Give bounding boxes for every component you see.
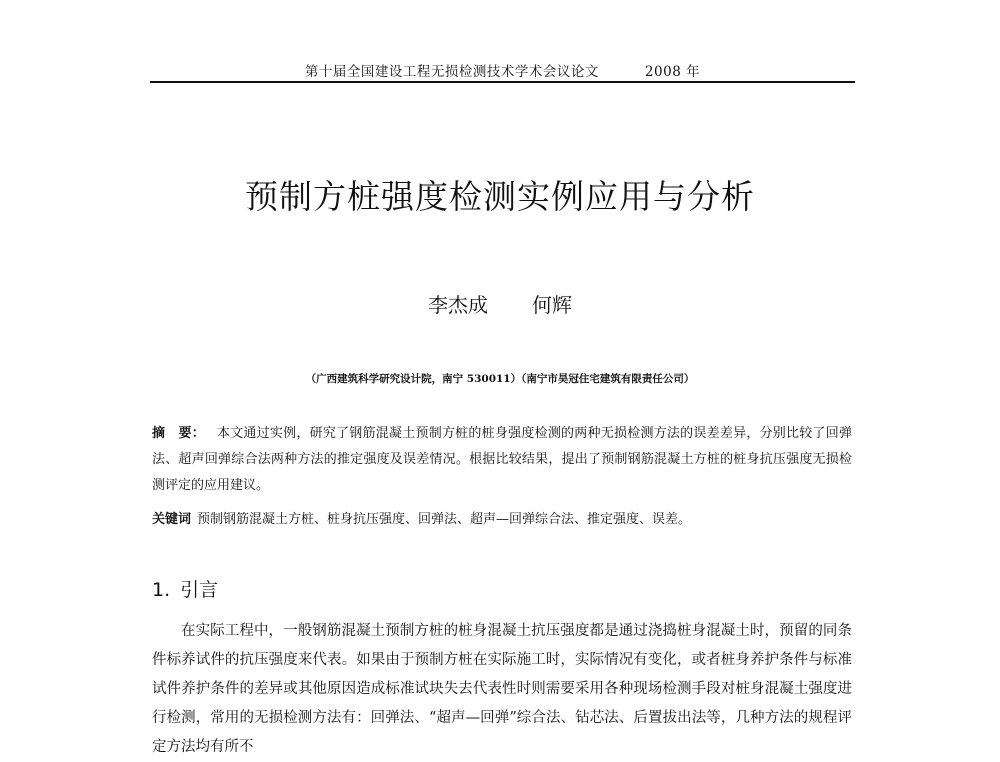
author-2: 何辉 (532, 293, 572, 317)
affiliation: （广西建筑科学研究设计院，南宁 530011）（南宁市昊冠住宅建筑有限责任公司） (305, 373, 695, 385)
conference-name: 第十届全国建设工程无损检测技术学术会议论文 (304, 64, 599, 80)
abstract-label: 摘 要： (152, 426, 205, 441)
author-1: 李杰成 (428, 293, 488, 317)
running-header (150, 60, 855, 80)
author-list (0, 289, 1000, 318)
abstract (152, 421, 852, 499)
paper-title: 预制方桩强度检测实例应用与分析 (245, 177, 755, 216)
header-year: 2008 年 (644, 64, 701, 80)
header-rule (150, 81, 855, 83)
intro-paragraph: 在实际工程中，一般钢筋混凝土预制方桩的桩身混凝土抗压强度都是通过浇捣桩身混凝土时，预留的同条件标养试件的抗压强度来代表。如果由于预制方桩在实际施工时，实际情况有变化，或者桩身养护条件与标准试件养护条件的差异或其他原因造成标准试块失去代表性时则需要采用各种现场检测手段对桩身混凝土强度进行检测，常用的无损检测方法有：回弹法、“超声—回弹”综合法、钻芯法、后置拔出法等，几种方法的规程评定方法均有所不 (152, 623, 852, 755)
section-heading (152, 575, 218, 602)
keywords-text: 预制钢筋混凝土方桩、桩身抗压强度、回弹法、超声—回弹综合法、推定强度、误差。 (197, 512, 692, 527)
abstract-text: 本文通过实例，研究了钢筋混凝土预制方桩的桩身强度检测的两种无损检测方法的误差差异，分别比较了回弹法、超声回弹综合法两种方法的推定强度及误差情况。根据比较结果，提出了预制钢筋混凝土方桩的桩身抗压强度无损检测评定的应用建议。 (152, 426, 852, 493)
section-title: 引言 (180, 579, 219, 601)
keywords (152, 507, 852, 533)
section-number: 1. (152, 579, 171, 601)
keywords-label: 关键词 (152, 512, 192, 527)
